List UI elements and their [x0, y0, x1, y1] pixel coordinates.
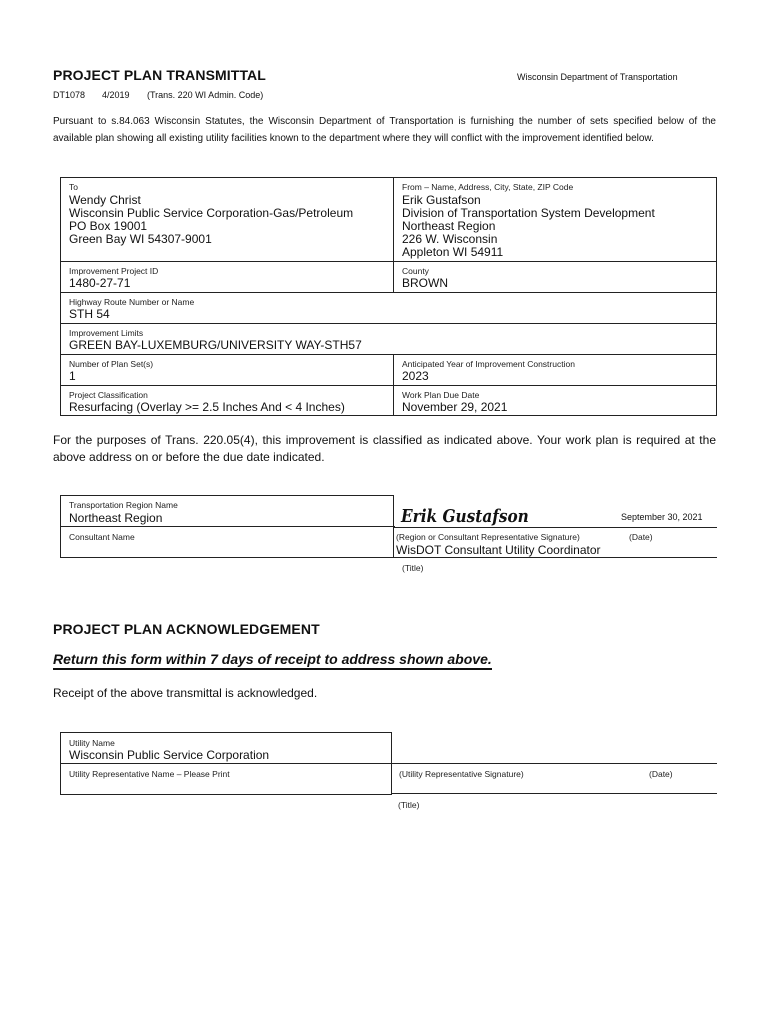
- rep-date-label: (Date): [649, 769, 673, 779]
- consultant-label: Consultant Name: [69, 532, 135, 542]
- construction-year: 2023: [402, 369, 429, 383]
- project-classification: Resurfacing (Overlay >= 2.5 Inches And < 4 Inches): [69, 400, 345, 414]
- rep-title-label: (Title): [398, 800, 420, 810]
- ack-instruction: Return this form within 7 days of receipt to address shown above.: [53, 651, 492, 670]
- project-id: 1480-27-71: [69, 276, 131, 290]
- to-company: Wisconsin Public Service Corporation-Gas/Petroleum: [69, 206, 354, 220]
- improvement-limits: GREEN BAY-LUXEMBURG/UNIVERSITY WAY-STH57: [69, 338, 362, 352]
- from-city: Appleton WI 54911: [402, 245, 504, 259]
- from-street: 226 W. Wisconsin: [402, 232, 498, 246]
- from-region: Northeast Region: [402, 219, 496, 233]
- rep-signature-label: (Utility Representative Signature): [399, 769, 524, 779]
- divider: [393, 354, 394, 415]
- form-date: 4/2019: [102, 90, 130, 100]
- to-name: Wendy Christ: [69, 193, 141, 207]
- divider: [61, 354, 716, 355]
- title-line: [393, 557, 717, 558]
- utility-label: Utility Name: [69, 738, 115, 748]
- date-label: (Date): [629, 532, 653, 542]
- divider: [61, 385, 716, 386]
- utility-name: Wisconsin Public Service Corporation: [69, 748, 270, 762]
- transmittal-form: [60, 177, 717, 416]
- form-id: DT1078: [53, 90, 86, 100]
- due-date-label: Work Plan Due Date: [402, 390, 480, 400]
- plan-sets-label: Number of Plan Set(s): [69, 359, 154, 369]
- signature: Erik Gustafson: [401, 506, 529, 527]
- due-date: November 29, 2021: [402, 400, 508, 414]
- construction-year-label: Anticipated Year of Improvement Construction: [402, 359, 575, 369]
- rep-signature-line: [392, 763, 717, 764]
- divider: [61, 526, 395, 527]
- to-city: Green Bay WI 54307-9001: [69, 232, 212, 246]
- ack-heading: PROJECT PLAN ACKNOWLEDGEMENT: [53, 621, 320, 637]
- divider: [61, 763, 391, 764]
- signature-date: September 30, 2021: [621, 512, 703, 522]
- receipt-text: Receipt of the above transmittal is acknowledged.: [53, 686, 318, 700]
- signature-label: (Region or Consultant Representative Signature): [396, 532, 580, 542]
- county: BROWN: [402, 276, 448, 290]
- divider: [61, 292, 716, 293]
- intro-paragraph: Pursuant to s.84.063 Wisconsin Statutes, the Wisconsin Department of Transportation is furnishing the number of sets specified below of the available plan showing all existing utility facilities known to the department where they will conflict with the improvement identified below.: [53, 116, 716, 144]
- signature-line: [393, 527, 717, 528]
- form-reference: (Trans. 220 WI Admin. Code): [147, 90, 264, 100]
- plan-sets: 1: [69, 369, 76, 383]
- divider: [61, 261, 716, 262]
- rep-name-label: Utility Representative Name – Please Print: [69, 769, 230, 779]
- divider: [393, 178, 394, 292]
- to-address: PO Box 19001: [69, 219, 148, 233]
- project-id-label: Improvement Project ID: [69, 266, 159, 276]
- from-label: From – Name, Address, City, State, ZIP Code: [402, 182, 574, 192]
- from-division: Division of Transportation System Development: [402, 206, 655, 220]
- from-name: Erik Gustafson: [402, 193, 481, 207]
- page-title: PROJECT PLAN TRANSMITTAL: [53, 67, 266, 83]
- purpose-paragraph: For the purposes of Trans. 220.05(4), this improvement is classified as indicated above. Your work plan is required at the above address on or before the due date indicated.: [53, 433, 716, 464]
- region-name: Northeast Region: [69, 511, 163, 525]
- to-label: To: [69, 182, 78, 192]
- divider: [61, 323, 716, 324]
- classification-label: Project Classification: [69, 390, 148, 400]
- rep-title-line: [392, 793, 717, 794]
- utility-box: [60, 732, 392, 795]
- signer-title: WisDOT Consultant Utility Coordinator: [396, 543, 601, 557]
- region-label: Transportation Region Name: [69, 500, 178, 510]
- county-label: County: [402, 266, 429, 276]
- agency-name: Wisconsin Department of Transportation: [517, 72, 678, 82]
- route-label: Highway Route Number or Name: [69, 297, 195, 307]
- title-label: (Title): [402, 563, 424, 573]
- route: STH 54: [69, 307, 110, 321]
- limits-label: Improvement Limits: [69, 328, 144, 338]
- region-box: [60, 495, 394, 558]
